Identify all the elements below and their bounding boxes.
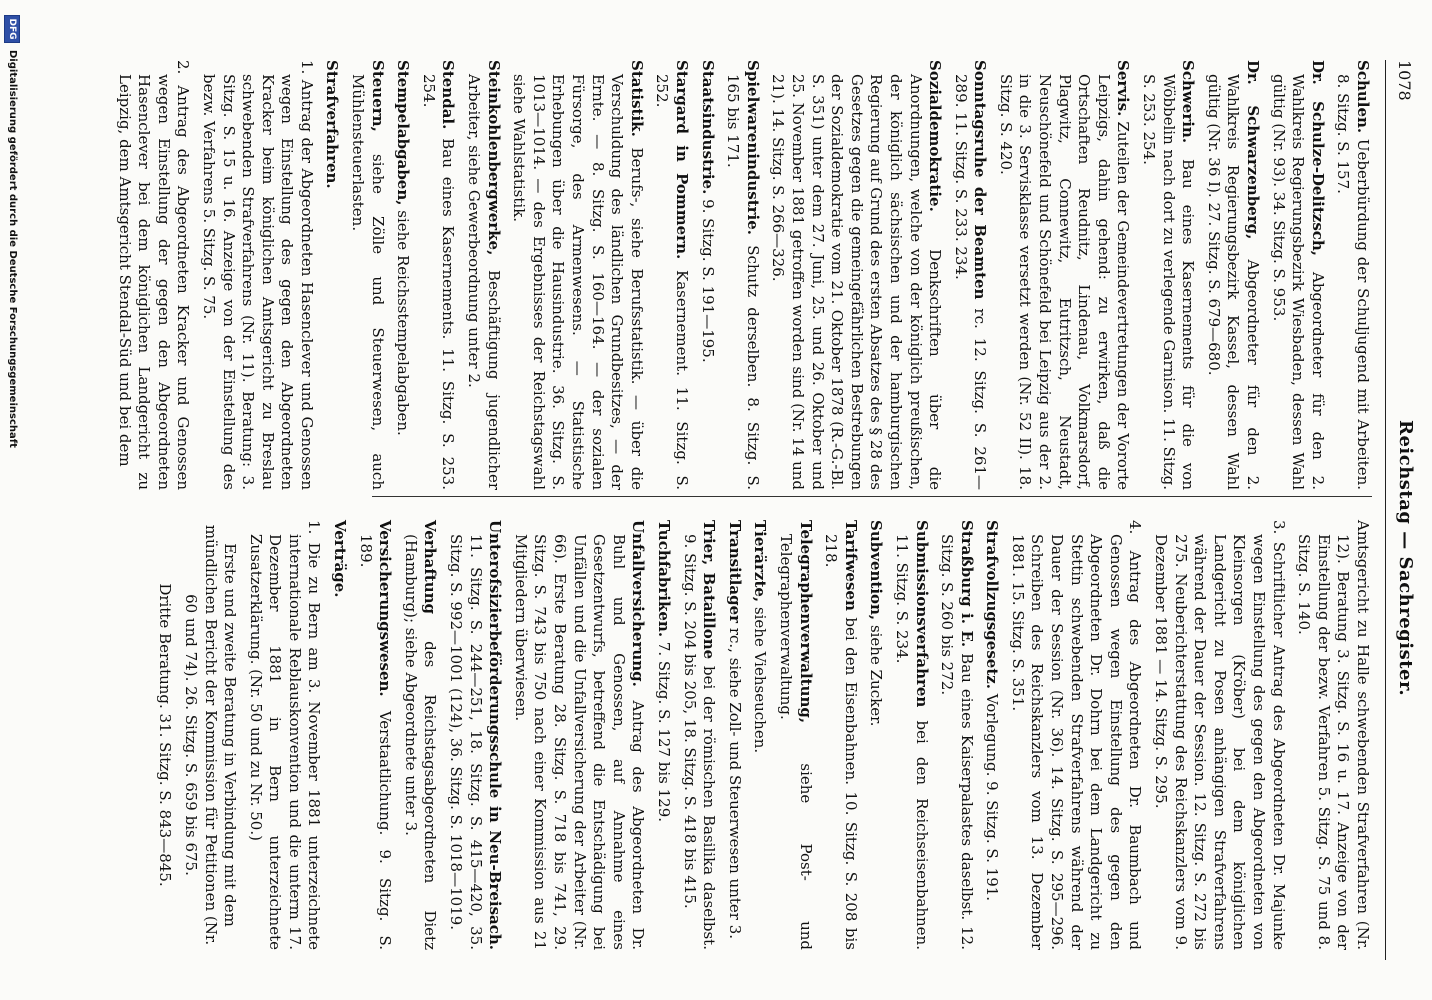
index-entry bbox=[950, 60, 989, 490]
entry-heading: Schulen. bbox=[1354, 60, 1372, 134]
entry-heading: Staatsindustrie. bbox=[698, 60, 717, 195]
entry-text: Beschäftigung jugendlicher Arbeiter, siehe Gewerbeordnung unter 2. bbox=[465, 74, 503, 490]
index-entry bbox=[1138, 60, 1197, 490]
running-title: Reichstag — Sachregister. bbox=[1395, 420, 1416, 697]
entry-heading: Stendal. bbox=[439, 60, 458, 130]
index-entry bbox=[400, 520, 439, 950]
entry-text: siehe Reichsstempelabgaben. bbox=[394, 210, 413, 436]
index-entry bbox=[995, 60, 1132, 490]
entry-heading: Schwerin. bbox=[1179, 60, 1198, 144]
entry-text: Verstaatlichung. 9. Sitzg. S. 189. bbox=[356, 534, 395, 950]
entry-text: Vorlegung. 9. Sitzg. S. 191. bbox=[983, 693, 1002, 902]
entry-heading: Tarifwesen bbox=[841, 520, 860, 611]
entry-text: Amtsgericht zu Halle schwebenden Strafverfahren (Nr. 12). Beratung 3. Sitzg. S. 16 u. 17. Anzeige von der Einstellung der bezw. Verfahren 5. Sitzg. S. 75 und 8. Sitzg. S. 140. bbox=[1295, 520, 1372, 950]
entry-text: siehe Viehseuchen. bbox=[751, 606, 770, 754]
entry-text: Abgeordneter für den 2. Wahlkreis Regierungsbezirk Kassel, dessen Wahl gültig (Nr. 36 I). 27. Sitzg. S. 679—680. bbox=[1204, 74, 1263, 491]
entry-text: siehe Post- und Telegraphenverwaltung. bbox=[776, 534, 815, 950]
entry-text: Denkschriften über die Anordnungen, welche von der königlich preußischen, der königlich sächsischen und der hamburgischen Regierung auf Grund des ersten Absatzes des § 28 des Gesetzes gegen die gemeingefährlichen Bestrebungen der Sozialdemokratie vom 21. Oktober 1878 (R.-G.-Bl. S. 351) unter dem 27. Juni, 25. und 26. Oktober und 25. November 1881 getroffen worden sind (Nr. 14 und 21). 14. Sitzg. S. 266—326. bbox=[769, 74, 945, 490]
entry-text: Schutz derselben. 8. Sitzg. S. 165 bis 171. bbox=[724, 74, 762, 490]
entry-heading: Verhaftung bbox=[421, 520, 440, 615]
index-entry bbox=[180, 520, 239, 950]
entry-text: Berufs-, siehe Berufsstatistik. — über die Verschuldung des ländlichen Grundbesitzes, — der Ernte. — 8. Sitzg. S. 160—164. — der sozialen Fürsorge, des Armenwesens. — Statistische Erhebungen über die Hausindustrie. 36. Sitzg. S. 1013—1014. — des Ergebnisses der Reichstagswahl siehe Wahlstatistik. bbox=[510, 74, 646, 490]
entry-text: 1. Antrag der Abgeordneten Hasenclever und Genossen wegen Einstellung des gegen den Abgeordneten Kracker beim königlichen Amtsgericht zu Breslau schwebenden Strafverfahrens (Nr. 11). Beratung: 3. Sitzg. S. 15 u. 16. Anzeige von der Einstellung des bezw. Verfahrens 5. Sitzg. S. 75. bbox=[199, 60, 316, 490]
entry-heading: Sonntagsruhe der Beamten bbox=[971, 60, 990, 300]
entry-text: 1. Die zu Bern am 3. November 1881 unterzeichnete internationale Reblauskonvention und die unterm 17. Dezember 1881 in Bern unterzeichnete Zusatzerklärung. (Nr. 50 und zu Nr. 50.) bbox=[246, 520, 324, 950]
index-entry bbox=[418, 60, 457, 490]
entry-heading: Unterofsizierbeförderungsschule in Neu-Breisach. bbox=[486, 520, 505, 950]
index-entry bbox=[1294, 520, 1372, 950]
entry-heading: Versicherungswesen. bbox=[376, 520, 395, 697]
entry-text: Abgeordneter für den 2. Wahlkreis Regierungsbezirk Wiesbaden, dessen Wahl gültig (Nr. 93). 34. Sitzg. S. 953. bbox=[1269, 74, 1327, 490]
entry-text: 7. Sitzg. S. 127 bis 129. bbox=[655, 641, 673, 823]
entry-text: Ueberbürdung der Schuljugend mit Arbeiten. 8. Sitzg. S. 157. bbox=[1334, 74, 1372, 490]
entry-heading: Subvention, bbox=[867, 520, 886, 621]
entry-text: Erste und zweite Beratung in Verbindung mit dem mündlichen Bericht der Kommission für Petitionen (Nr. 60 und 74). 26. Sitzg. S. 659 bis 675. bbox=[181, 524, 240, 946]
entry-heading: Steuern, bbox=[368, 60, 387, 132]
entry-heading: Straßburg i. E. bbox=[957, 520, 976, 648]
index-entry bbox=[510, 520, 647, 950]
index-entry bbox=[393, 60, 413, 490]
index-entry bbox=[509, 60, 646, 490]
index-entry bbox=[1007, 520, 1144, 950]
index-entry bbox=[245, 520, 323, 950]
footer-credit: Digitalisierung gefördert durch die Deutsche Forschungsgemeinschaft bbox=[7, 50, 18, 448]
index-entry bbox=[821, 520, 860, 950]
index-entry bbox=[866, 520, 886, 950]
index-entry bbox=[652, 60, 691, 490]
index-entry bbox=[982, 520, 1002, 950]
index-entry bbox=[348, 60, 387, 490]
page-header bbox=[1384, 60, 1424, 960]
index-entry bbox=[768, 60, 944, 490]
entry-text: Bau eines Kaiserpalastes daselbst. 12. Sitzg. S. 260 bis 272. bbox=[938, 534, 976, 950]
entry-heading: Dr. Schwarzenberg, bbox=[1244, 60, 1263, 240]
index-entry bbox=[322, 60, 342, 490]
entry-text: 11. Sitzg. S. 244—251, 18. Sitzg. S. 415—420, 35. Sitzg. S. 992—1001 (124), 36. Sitzg. S. 1018—1019. bbox=[447, 534, 485, 950]
entry-heading: Dr. Schulze-Delitzsch, bbox=[1308, 60, 1327, 257]
index-entry bbox=[723, 60, 762, 490]
index-entry bbox=[697, 60, 717, 490]
entry-heading: Stempelabgaben, bbox=[394, 60, 413, 206]
index-entry bbox=[775, 520, 814, 950]
entry-heading: Verträge. bbox=[331, 520, 350, 598]
entry-heading: Tierärzte, bbox=[751, 520, 770, 603]
index-entry bbox=[1268, 60, 1327, 490]
index-entry bbox=[1333, 60, 1372, 490]
index-entry bbox=[355, 520, 394, 950]
entry-heading: Stargard in Pommern. bbox=[673, 60, 691, 260]
index-entry bbox=[891, 520, 930, 950]
entry-heading: Submissionsverfahren bbox=[912, 520, 931, 708]
header-rule bbox=[1385, 60, 1386, 960]
entry-text: des Reichstagsabgeordneten Dietz (Hamburg); siehe Abgeordnete unter 3. bbox=[401, 534, 440, 950]
entry-text: rc. 12. Sitzg. S. 261—289. 11. Sitzg. S. 233. 234. bbox=[951, 74, 990, 490]
entry-text: 9. Sitzg. S. 191—195. bbox=[698, 199, 717, 363]
index-entry bbox=[653, 520, 673, 950]
page-number: 1078 bbox=[1395, 60, 1414, 101]
entry-heading: Tuchfabriken. bbox=[655, 520, 673, 638]
entry-text: Bau eines Kasernements. 11. Sitzg. S. 253. 254. bbox=[419, 74, 458, 490]
entry-text: 2. Antrag des Abgeordneten Kracker und Genossen wegen Einstellung der gegen den Abgeordneten Hasenclever bei dem königlichen Landgericht zu Leipzig, dem Amtsgericht Stendal-Süd und bei dem bbox=[115, 60, 193, 490]
entry-text: rc., siehe Zoll- und Steuerwesen unter 3. bbox=[725, 627, 744, 940]
entry-text: Antrag des Abgeordneten Dr. Buhl und Genossen, auf Annahme eines Gesetzentwurfs, betreffend die Entschädigung bei Unfällen und die Unfallversicherung der Arbeiter (Nr. 66). Erste Beratung 28. Sitzg. S. 718 bis 741, 29. Sitzg. S. 743 bis 750 nach einer Kommission aus 21 Mitgliedern überwiesen. bbox=[511, 534, 648, 950]
index-entry bbox=[679, 520, 718, 950]
entry-text: siehe Zölle und Steuerwesen, auch Mühlensteuerlasten. bbox=[349, 74, 387, 490]
entry-text: Bau eines Kasernements für die von Wöbbelin nach dort zu verlegende Garnison. 11. Sitzg. S. 253. 254. bbox=[1140, 74, 1198, 490]
entry-text: bei den Eisenbahnen. 10. Sitzg. S. 208 bis 218. bbox=[822, 534, 860, 950]
index-entry bbox=[445, 520, 504, 950]
left-column bbox=[108, 60, 1372, 490]
entry-heading: Statistik. bbox=[627, 60, 646, 137]
dfg-logo: DFG bbox=[4, 15, 20, 43]
right-column bbox=[149, 520, 1372, 950]
entry-heading: Unfallversicherung. bbox=[629, 520, 648, 687]
entry-heading: Spielwarenindustrie. bbox=[743, 60, 762, 235]
entry-heading: Strafvollzugsgesetz. bbox=[983, 520, 1002, 689]
entry-heading: Strafverfahren. bbox=[323, 60, 342, 189]
entry-text: Dritte Beratung. 31. Sitzg. S. 843—845. bbox=[156, 583, 175, 887]
index-entry bbox=[724, 520, 744, 950]
entry-heading: Servis. bbox=[1114, 60, 1133, 117]
footer bbox=[2, 0, 20, 1000]
index-entry bbox=[330, 520, 350, 950]
entry-text: bei den Reichseisenbahnen. 11. Sitzg. S. 234. bbox=[892, 534, 931, 950]
entry-text: 4. Antrag des Abgeordneten Dr. Baumbach und Genossen wegen Einstellung des gegen den Abgeordneten Dr. Dohrn bei dem Landgericht zu Stettin schwebenden Strafverfahrens während der Dauer der Session (Nr. 36). 14. Sitzg. S. 295—296. Schreiben des Reichskanzlers vom 13. Dezember 1881. 15. Sitzg. S. 351. bbox=[1008, 520, 1145, 950]
index-entry bbox=[1150, 520, 1287, 950]
entry-heading: Steinkohlenbergwerke, bbox=[484, 60, 503, 256]
entry-heading: Trier, Bataillone bbox=[700, 520, 719, 660]
index-entry bbox=[937, 520, 976, 950]
index-entry bbox=[155, 520, 175, 950]
entry-text: siehe Zucker. bbox=[867, 624, 886, 727]
index-entry bbox=[750, 520, 770, 950]
entry-heading: Telegraphenverwaltung, bbox=[796, 520, 815, 724]
entry-text: bei der römischen Basilika daselbst. 9. Sitzg. S. 204 bis 205, 18. Sitzg. S. 418 bis 415. bbox=[680, 534, 719, 950]
entry-text: 3. Schriftlicher Antrag des Abgeordneten Dr. Majunke wegen Einstellung des gegen den Abgeordneten von Kleinsorgen (Kröber) bei dem königlichen Landgericht zu Posen anhängigen Strafverfahrens während der Dauer der Session. 12. Sitzg. S. 272 bis 275. Neuberichterstattung des Reichskanzlers vom 9. Dezember 1881 — 14. Sitzg. S. 295. bbox=[1152, 520, 1288, 950]
entry-heading: Sozialdemokratie. bbox=[926, 60, 945, 212]
index-entry bbox=[198, 60, 316, 490]
column-divider bbox=[372, 496, 1372, 497]
entry-heading: Transitlager bbox=[725, 520, 744, 624]
entry-text: Kasernement. 11. Sitzg. S. 252. bbox=[653, 74, 691, 490]
index-entry bbox=[1203, 60, 1262, 490]
index-entry bbox=[463, 60, 502, 490]
entry-text: Zuteilen der Gemeindevertretungen der Vororte Leipzigs, dahin gehend: zu erwirken, daß die Ortschaften Reudnitz, Lindenau, Volkmarsdorf, Plagwitz, Connewitz, Eutritzsch, Neustadt, Neuschönefeld und Schönefeld bei Leipzig aus der 2. in die 3. Servisklasse versetzt werden (Nr. 52 II). 18. Sitzg. S. 420. bbox=[996, 74, 1133, 490]
index-entry bbox=[114, 60, 192, 490]
